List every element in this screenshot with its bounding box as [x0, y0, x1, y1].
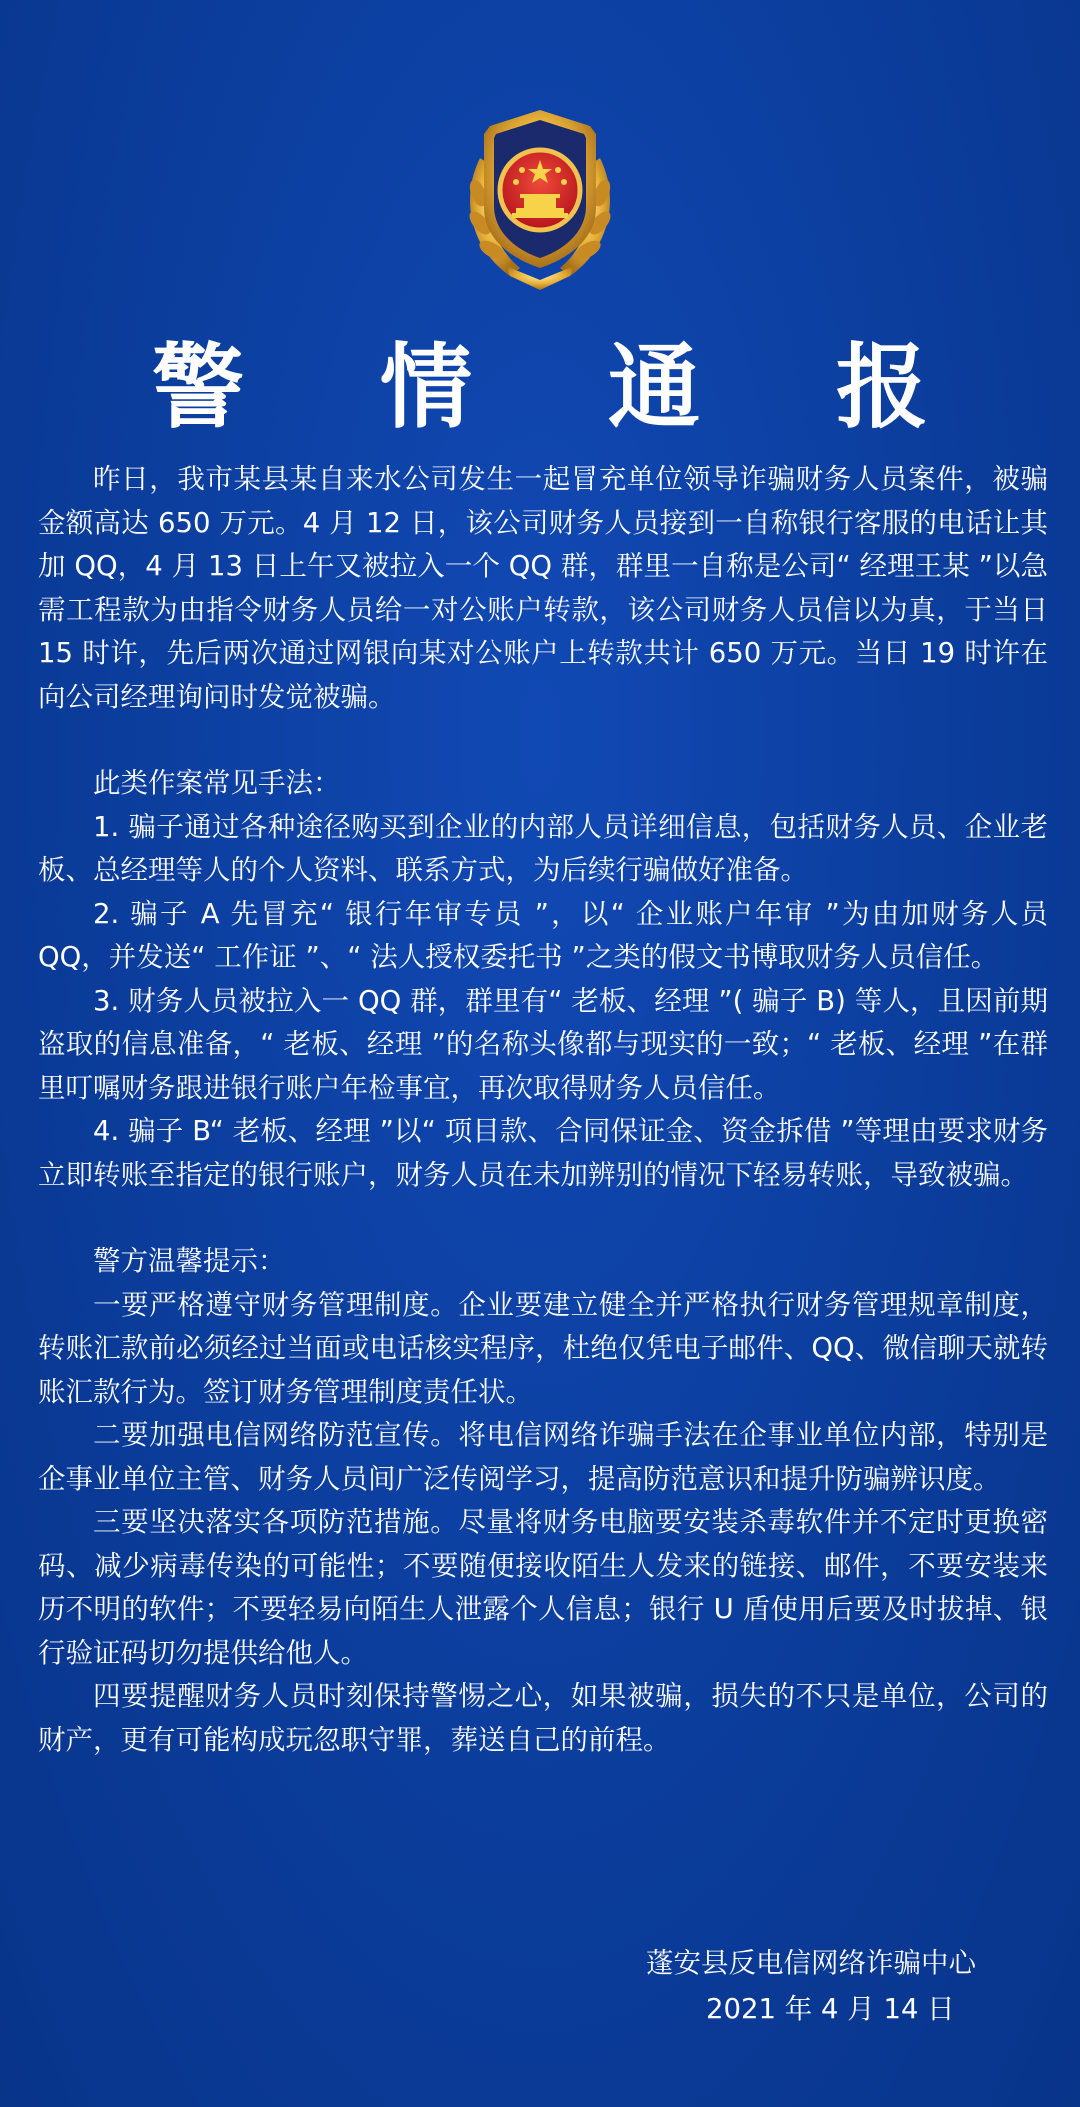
tip-item-2: 二要加强电信网络防范宣传。将电信网络诈骗手法在企事业单位内部，特别是企事业单位主管、财务人员间广泛传阅学习，提高防范意识和提升防骗辨识度。	[38, 1419, 1048, 1495]
paragraph-spacer	[38, 719, 1048, 762]
method-item-2: 2. 骗子 A 先冒充“ 银行年审专员 ”，以“ 企业账户年审 ”为由加财务人员 QQ，并发送“ 工作证 ”、“ 法人授权委托书 ”之类的假文书博取财务人员信任。	[38, 897, 1048, 973]
tip-item-1: 一要严格遵守财务管理制度。企业要建立健全并严格执行财务管理规章制度，转账汇款前必须经过当面或电话核实程序，杜绝仅凭电子邮件、QQ、微信聊天就转账汇款行为。签订财务管理制度责任状。	[38, 1288, 1048, 1408]
method-item-4: 4. 骗子 B“ 老板、经理 ”以“ 项目款、合同保证金、资金拆借 ”等理由要求财务立即转账至指定的银行账户，财务人员在未加辨别的情况下轻易转账，导致被骗。	[38, 1115, 1048, 1191]
methods-heading: 此类作案常见手法：	[93, 767, 341, 799]
page-title: 警 情 通 报	[151, 334, 981, 441]
tip-item-4: 四要提醒财务人员时刻保持警惕之心，如果被骗，损失的不只是单位，公司的财产，更有可能构成玩忽职守罪，葬送自己的前程。	[38, 1680, 1048, 1756]
method-item-3: 3. 财务人员被拉入一 QQ 群，群里有“ 老板、经理 ”( 骗子 B) 等人，且因前期盗取的信息准备，“ 老板、经理 ”的名称头像都与现实的一致；“ 老板、经理 ”在群里叮嘱财务跟进银行账户年检事宜，再次取得财务人员信任。	[38, 984, 1048, 1104]
intro-paragraph: 昨日，我市某县某自来水公司发生一起冒充单位领导诈骗财务人员案件，被骗金额高达 650 万元。4 月 12 日，该公司财务人员接到一自称银行客服的电话让其加 QQ，4 月 13 日上午又被拉入一个 QQ 群，群里一自称是公司“ 经理王某 ”以急需工程款为由指令财务人员给一对公账户转款，该公司财务人员信以为真，于当日 15 时许，先后两次通过网银向某对公账户上转款共计 650 万元。当日 19 时许在向公司经理询问时发觉被骗。	[38, 463, 1048, 713]
issue-date: 2021 年 4 月 14 日	[706, 1993, 955, 2025]
signature-block	[560, 1940, 1060, 2032]
method-item-1: 1. 骗子通过各种途径购买到企业的内部人员详细信息，包括财务人员、企业老板、总经理等人的个人资料、联系方式，为后续行骗做好准备。	[38, 810, 1048, 886]
tip-item-3: 三要坚决落实各项防范措施。尽量将财务电脑要安装杀毒软件并不定时更换密码、减少病毒传染的可能性；不要随便接收陌生人发来的链接、邮件，不要安装来历不明的软件；不要轻易向陌生人泄露个人信息；银行 U 盾使用后要及时拔掉、银行验证码切勿提供给他人。	[38, 1506, 1048, 1669]
issuing-organization: 蓬安县反电信网络诈骗中心	[646, 1947, 976, 1979]
tips-heading: 警方温馨提示：	[93, 1245, 286, 1277]
police-emblem-icon	[440, 98, 640, 298]
paragraph-spacer	[38, 1197, 1048, 1240]
notice-body	[38, 458, 1048, 1762]
